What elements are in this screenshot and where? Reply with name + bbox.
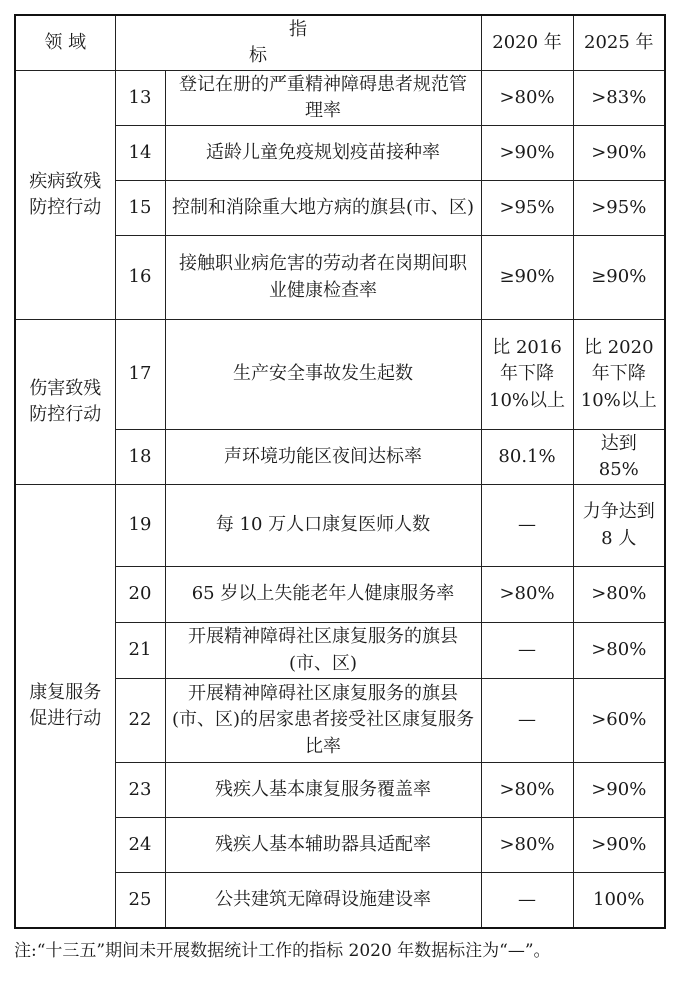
value-2020: >80% — [481, 818, 573, 873]
row-number: 16 — [115, 236, 165, 320]
indicator-cell: 开展精神障碍社区康复服务的旗县(市、区) — [165, 623, 481, 679]
row-number: 24 — [115, 818, 165, 873]
indicator-cell: 登记在册的严重精神障碍患者规范管理率 — [165, 71, 481, 126]
indicator-cell: 控制和消除重大地方病的旗县(市、区) — [165, 181, 481, 236]
value-2020: >80% — [481, 763, 573, 818]
row-number: 13 — [115, 71, 165, 126]
value-2025: 100% — [573, 873, 665, 928]
table-row — [15, 320, 665, 430]
indicator-cell: 开展精神障碍社区康复服务的旗县(市、区)的居家患者接受社区康复服务比率 — [165, 679, 481, 763]
value-2025: 比 2020 年下降 10%以上 — [573, 320, 665, 430]
indicator-cell: 每 10 万人口康复医师人数 — [165, 485, 481, 567]
value-2025: >80% — [573, 567, 665, 623]
header-2020: 2020 年 — [481, 15, 573, 71]
header-indicator: 指 标 — [115, 15, 481, 71]
indicator-cell: 公共建筑无障碍设施建设率 — [165, 873, 481, 928]
header-2025: 2025 年 — [573, 15, 665, 71]
indicator-cell: 残疾人基本辅助器具适配率 — [165, 818, 481, 873]
row-number: 21 — [115, 623, 165, 679]
value-2020: >95% — [481, 181, 573, 236]
value-2025: 力争达到 8 人 — [573, 485, 665, 567]
value-2020: — — [481, 485, 573, 567]
domain-cell: 伤害致残 防控行动 — [15, 320, 115, 485]
row-number: 20 — [115, 567, 165, 623]
value-2020: — — [481, 873, 573, 928]
row-number: 18 — [115, 430, 165, 485]
value-2020: — — [481, 623, 573, 679]
row-number: 22 — [115, 679, 165, 763]
row-number: 17 — [115, 320, 165, 430]
value-2020: >80% — [481, 567, 573, 623]
value-2020: 比 2016 年下降 10%以上 — [481, 320, 573, 430]
table-row — [15, 71, 665, 126]
value-2020: 80.1% — [481, 430, 573, 485]
row-number: 23 — [115, 763, 165, 818]
value-2025: >90% — [573, 763, 665, 818]
value-2020: >80% — [481, 71, 573, 126]
indicator-cell: 适龄儿童免疫规划疫苗接种率 — [165, 126, 481, 181]
value-2020: >90% — [481, 126, 573, 181]
row-number: 19 — [115, 485, 165, 567]
value-2025: ≥90% — [573, 236, 665, 320]
indicator-cell: 接触职业病危害的劳动者在岗期间职业健康检查率 — [165, 236, 481, 320]
indicator-cell: 65 岁以上失能老年人健康服务率 — [165, 567, 481, 623]
value-2025: 达到 85% — [573, 430, 665, 485]
table-row — [15, 485, 665, 567]
header-row — [15, 15, 665, 71]
value-2025: >95% — [573, 181, 665, 236]
indicator-cell: 残疾人基本康复服务覆盖率 — [165, 763, 481, 818]
value-2020: — — [481, 679, 573, 763]
value-2025: >83% — [573, 71, 665, 126]
indicator-cell: 声环境功能区夜间达标率 — [165, 430, 481, 485]
row-number: 25 — [115, 873, 165, 928]
value-2020: ≥90% — [481, 236, 573, 320]
value-2025: >90% — [573, 818, 665, 873]
value-2025: >60% — [573, 679, 665, 763]
indicator-table — [14, 14, 666, 929]
value-2025: >80% — [573, 623, 665, 679]
footnote: 注:“十三五”期间未开展数据统计工作的指标 2020 年数据标注为“—”。 — [14, 941, 551, 961]
value-2025: >90% — [573, 126, 665, 181]
header-domain: 领 域 — [15, 15, 115, 71]
row-number: 15 — [115, 181, 165, 236]
indicator-cell: 生产安全事故发生起数 — [165, 320, 481, 430]
domain-cell: 疾病致残 防控行动 — [15, 71, 115, 320]
row-number: 14 — [115, 126, 165, 181]
domain-cell: 康复服务 促进行动 — [15, 485, 115, 928]
